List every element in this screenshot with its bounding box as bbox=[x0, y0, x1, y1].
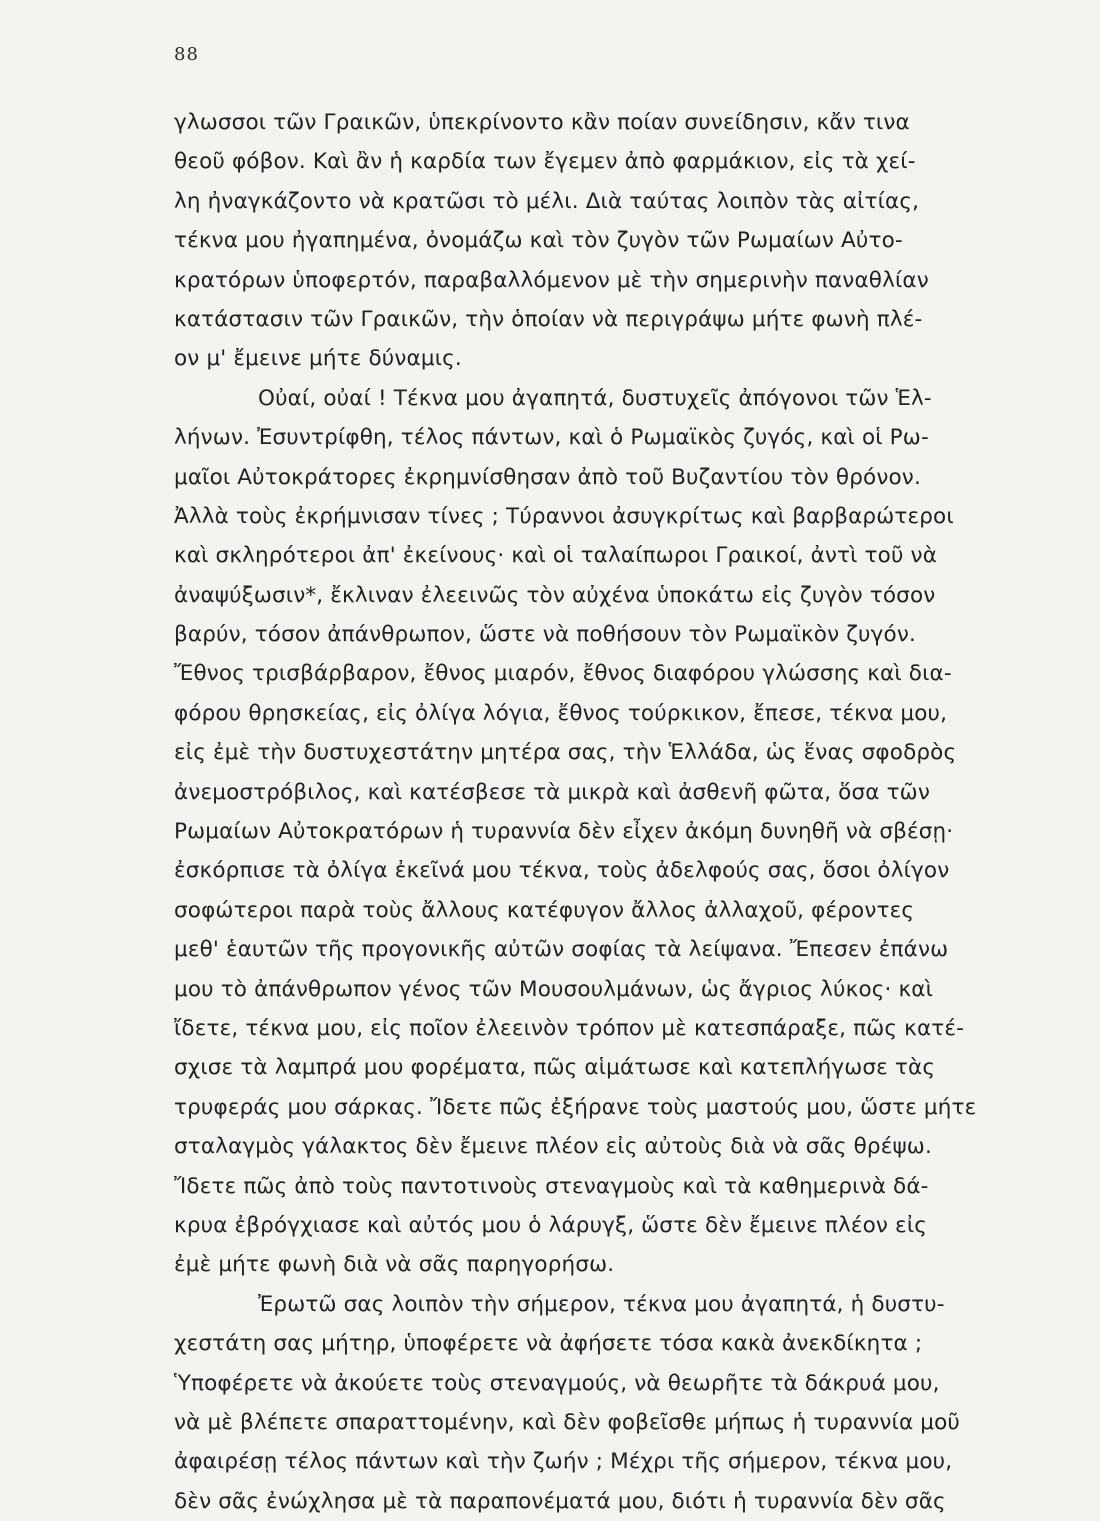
text-line: ἀφαιρέσῃ τέλος πάντων καὶ τὴν ζωήν ; Μέχρι τῆς σήμερον, τέκνα μου, bbox=[174, 1449, 953, 1475]
text-line: καὶ σκληρότεροι ἀπ' ἐκείνους· καὶ οἱ ταλαίπωροι Γραικοί, ἀντὶ τοῦ νὰ bbox=[174, 543, 938, 569]
text-line: εἰς ἐμὲ τὴν δυστυχεστάτην μητέρα σας, τὴν Ἑλλάδα, ὡς ἕνας σφοδρὸς bbox=[174, 740, 957, 766]
text-line: μαῖοι Αὐτοκράτορες ἐκρημνίσθησαν ἀπὸ τοῦ Βυζαντίου τὸν θρόνον. bbox=[174, 464, 921, 490]
text-line: Ἴδετε πῶς ἀπὸ τοὺς παντοτινοὺς στεναγμοὺς καὶ τὰ καθημερινὰ δά- bbox=[174, 1173, 929, 1199]
paragraph-start-line: Ἐρωτῶ σας λοιπὸν τὴν σήμερον, τέκνα μου ἀγαπητά, ἡ δυστυ- bbox=[258, 1291, 945, 1317]
text-line: ἀνεμοστρόβιλος, καὶ κατέσβεσε τὰ μικρὰ καὶ ἀσθενῆ φῶτα, ὅσα τῶν bbox=[174, 779, 930, 805]
text-line: κατάστασιν τῶν Γραικῶν, τὴν ὁποίαν νὰ περιγράψω μήτε φωνὴ πλέ- bbox=[174, 306, 923, 332]
text-line: Ἔθνος τρισβάρβαρον, ἔθνος μιαρόν, ἔθνος διαφόρου γλώσσης καὶ δια- bbox=[174, 661, 952, 687]
text-line: ἀναψύξωσιν*, ἔκλιναν ἐλεεινῶς τὸν αὐχένα ὑποκάτω εἰς ζυγὸν τόσον bbox=[174, 582, 936, 608]
text-line: δὲν σᾶς ἐνώχλησα μὲ τὰ παραπονέματά μου, διότι ἡ τυραννία δὲν σᾶς bbox=[174, 1488, 946, 1514]
text-line: ἐσκόρπισε τὰ ὀλίγα ἐκεῖνά μου τέκνα, τοὺς ἀδελφούς σας, ὅσοι ὀλίγον bbox=[174, 858, 950, 884]
text-line: βαρύν, τόσον ἀπάνθρωπον, ὥστε νὰ ποθήσουν τὸν Ρωμαϊκὸν ζυγόν. bbox=[174, 622, 916, 648]
text-line: Ρωμαίων Αὐτοκρατόρων ἡ τυραννία δὲν εἶχεν ἀκόμη δυνηθῆ νὰ σβέσῃ· bbox=[174, 819, 954, 845]
text-line: ἴδετε, τέκνα μου, εἰς ποῖον ἐλεεινὸν τρόπον μὲ κατεσπάραξε, πῶς κατέ- bbox=[174, 1015, 965, 1041]
paragraph-start-line: Οὐαί, οὐαί ! Τέκνα μου ἀγαπητά, δυστυχεῖς ἀπόγονοι τῶν Ἑλ- bbox=[258, 385, 932, 411]
text-line: σταλαγμὸς γάλακτος δὲν ἔμεινε πλέον εἰς αὐτοὺς διὰ νὰ σᾶς θρέψω. bbox=[174, 1134, 932, 1160]
text-line: σοφώτεροι παρὰ τοὺς ἄλλους κατέφυγον ἄλλος ἀλλαχοῦ, φέροντες bbox=[174, 897, 915, 923]
text-line: ἐμὲ μήτε φωνὴ διὰ νὰ σᾶς παρηγορήσω. bbox=[174, 1252, 615, 1278]
text-line: τέκνα μου ἠγαπημένα, ὀνομάζω καὶ τὸν ζυγὸν τῶν Ρωμαίων Αὐτο- bbox=[174, 228, 903, 254]
text-line: γλωσσοι τῶν Γραικῶν, ὑπεκρίνοντο κἂν ποίαν συνείδησιν, κἄν τινα bbox=[174, 110, 910, 135]
text-line: Ἀλλὰ τοὺς ἐκρήμνισαν τίνες ; Τύραννοι ἀσυγκρίτως καὶ βαρβαρώτεροι bbox=[174, 503, 954, 529]
text-line: μεθ' ἑαυτῶν τῆς προγονικῆς αὐτῶν σοφίας τὰ λείψανα. Ἔπεσεν ἐπάνω bbox=[174, 937, 949, 963]
body-text bbox=[174, 103, 1094, 1521]
text-line: λήνων. Ἐσυντρίφθη, τέλος πάντων, καὶ ὁ Ρωμαϊκὸς ζυγός, καὶ οἱ Ρω- bbox=[174, 425, 929, 451]
text-line: κρατόρων ὑποφερτόν, παραβαλλόμενον μὲ τὴν σημερινὴν παναθλίαν bbox=[174, 267, 929, 293]
text-line: Ὑποφέρετε νὰ ἀκούετε τοὺς στεναγμούς, νὰ θεωρῆτε τὰ δάκρυά μου, bbox=[174, 1370, 940, 1396]
text-line: ον μ' ἔμεινε μήτε δύναμις. bbox=[174, 346, 462, 372]
text-line: νὰ μὲ βλέπετε σπαραττομένην, καὶ δὲν φοβεῖσθε μήπως ἡ τυραννία μοῦ bbox=[174, 1409, 961, 1435]
text-line: μου τὸ ἀπάνθρωπον γένος τῶν Μουσουλμάνων, ὡς ἄγριος λύκος· καὶ bbox=[174, 976, 934, 1002]
text-line: χεστάτη σας μήτηρ, ὑποφέρετε νὰ ἀφήσετε τόσα κακὰ ἀνεκδίκητα ; bbox=[174, 1331, 923, 1357]
page-number: 88 bbox=[174, 44, 199, 65]
text-line: σχισε τὰ λαμπρά μου φορέματα, πῶς αἱμάτωσε καὶ κατεπλήγωσε τὰς bbox=[174, 1055, 936, 1081]
text-line: κρυα ἐβρόγχιασε καὶ αὐτός μου ὁ λάρυγξ, ὥστε δὲν ἔμεινε πλέον εἰς bbox=[174, 1212, 928, 1238]
text-line: φόρου θρησκείας, εἰς ὀλίγα λόγια, ἔθνος τούρκικον, ἔπεσε, τέκνα μου, bbox=[174, 700, 948, 726]
text-line: λη ἠναγκάζοντο νὰ κρατῶσι τὸ μέλι. Διὰ ταύτας λοιπὸν τὰς αἰτίας, bbox=[174, 188, 920, 214]
text-line: θεοῦ φόβον. Καὶ ἂν ἡ καρδία των ἔγεμεν ἀπὸ φαρμάκιον, εἰς τὰ χεί- bbox=[174, 149, 916, 175]
text-line: τρυφεράς μου σάρκας. Ἴδετε πῶς ἐξήρανε τοὺς μαστούς μου, ὥστε μήτε bbox=[174, 1094, 977, 1120]
